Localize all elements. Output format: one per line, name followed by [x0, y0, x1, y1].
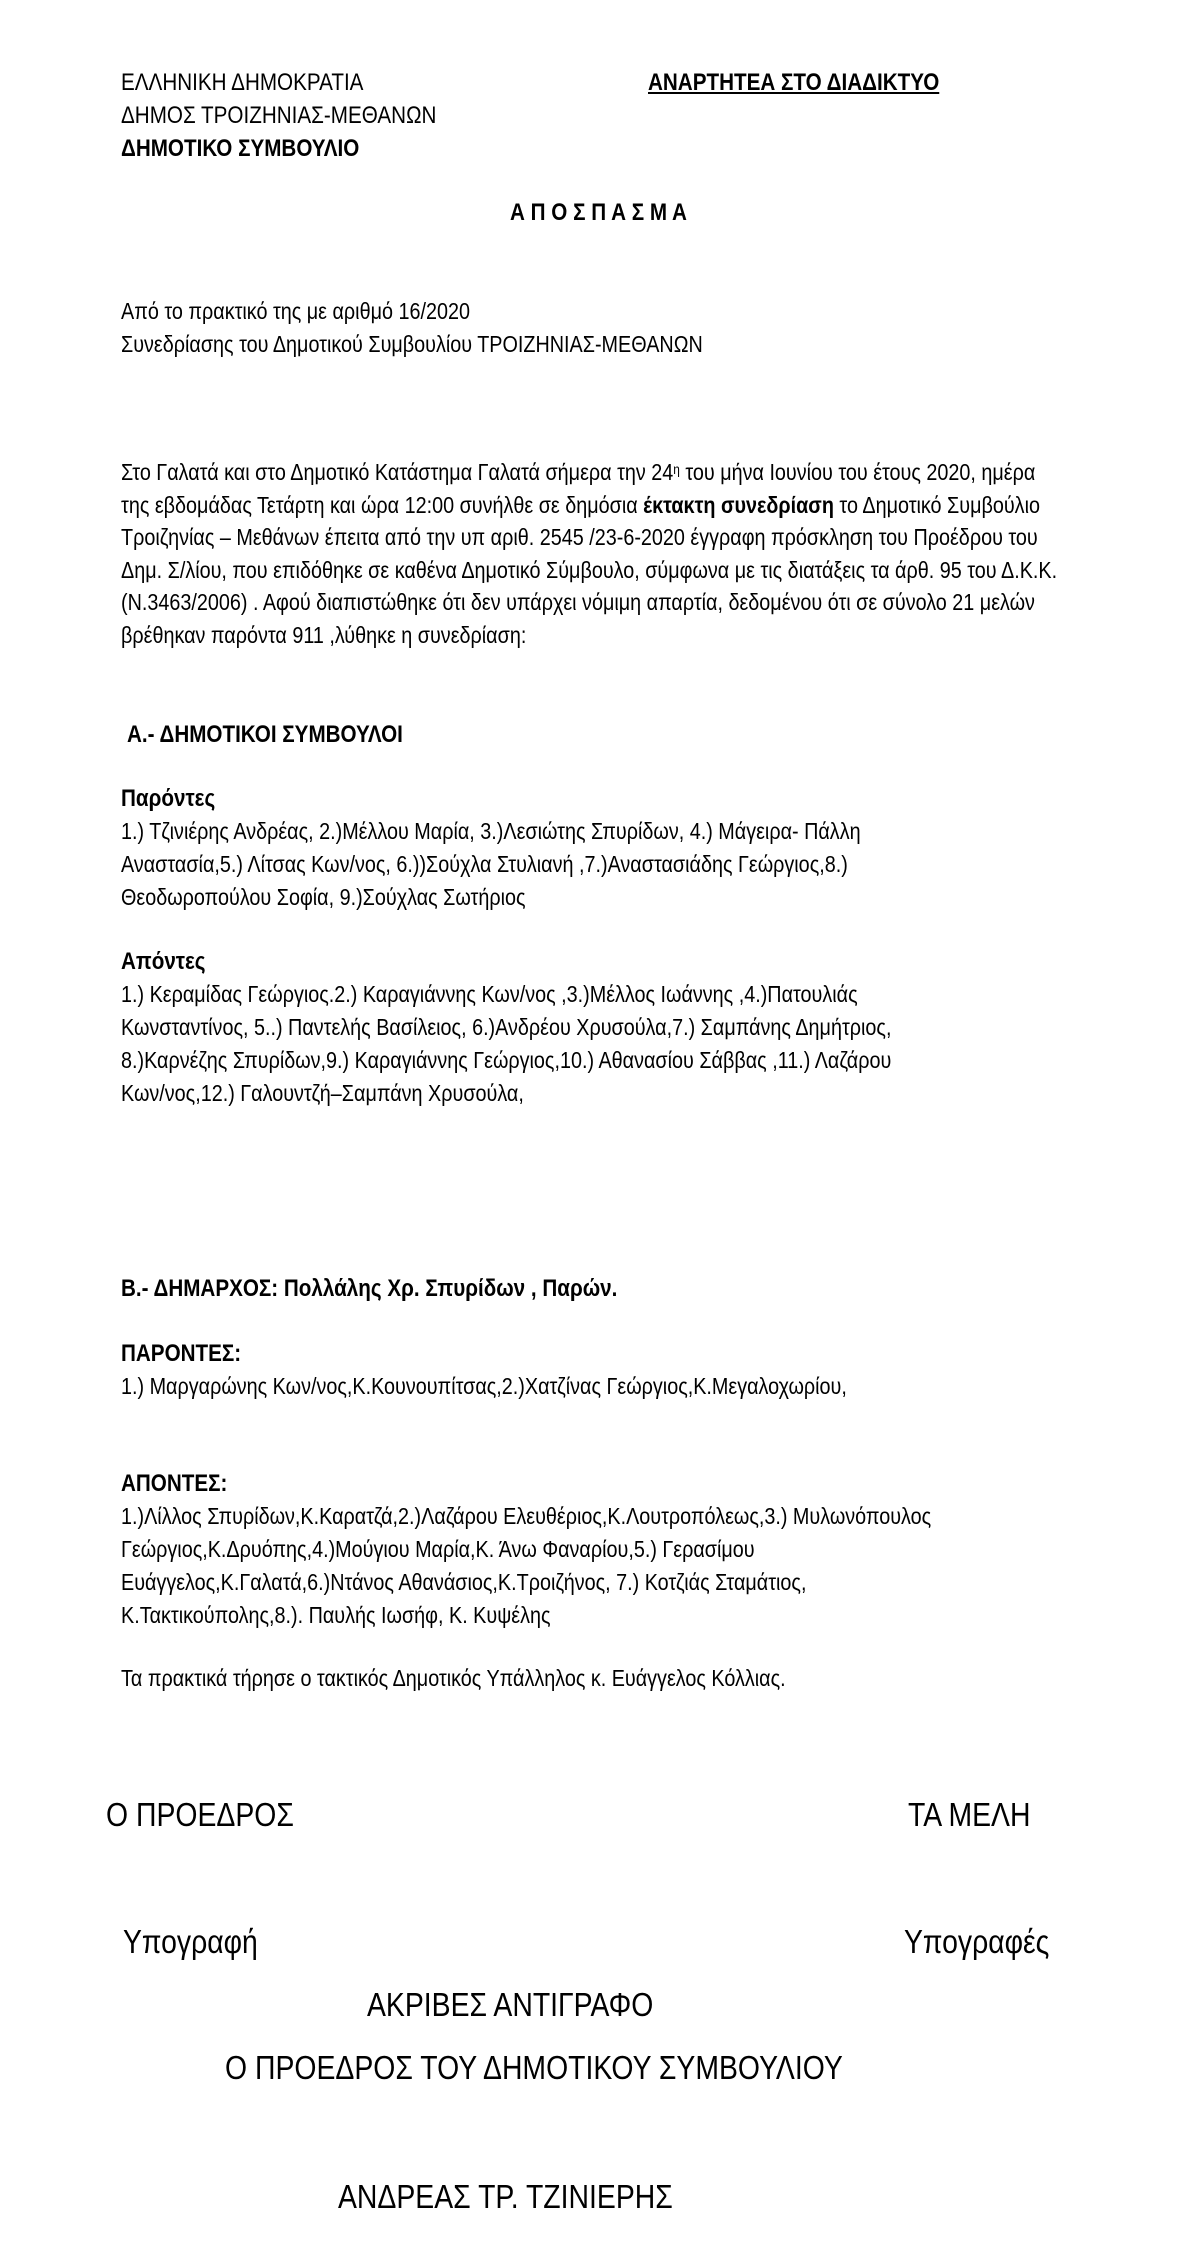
section-b-absent-line: Ευάγγελος,Κ.Γαλατά,6.)Ντάνος Αθανάσιος,Κ.Τροιζήνος, 7.) Κοτζιάς Σταμάτιος, [121, 1569, 807, 1595]
members-signatures: Υπογραφές [904, 1923, 1050, 1960]
publish-notice: ΑΝΑΡΤΗΤΕΑ ΣΤΟ ΔΙΑΔΙΚΤΥΟ [648, 69, 940, 96]
intro-part1: Στο Γαλατά και στο Δημοτικό Κατάστημα Γαλατά σήμερα την 24 [121, 459, 674, 485]
section-b-present-label: ΠΑΡΟΝΤΕΣ: [121, 1340, 242, 1367]
council-president-title: Ο ΠΡΟΕΔΡΟΣ ΤΟΥ ΔΗΜΟΤΙΚΟΥ ΣΥΜΒΟΥΛΙΟΥ [225, 2049, 843, 2086]
president-label: Ο ΠΡΟΕΔΡΟΣ [106, 1796, 294, 1833]
header-country: ΕΛΛΗΝΙΚΗ ΔΗΜΟΚΡΑΤΙΑ [121, 69, 364, 96]
header-municipality: ΔΗΜΟΣ ΤΡΟΙΖΗΝΙΑΣ-ΜΕΘΑΝΩΝ [121, 102, 437, 129]
intro-bold-session-type: έκτακτη συνεδρίαση [643, 491, 834, 518]
section-a-absent-label: Απόντες [121, 948, 206, 975]
section-a-present-line: Αναστασία,5.) Λίτσας Κων/νος, 6.))Σούχλα Στυλιανή ,7.)Αναστασιάδης Γεώργιος,8.) [121, 851, 848, 877]
section-a-present-label: Παρόντες [121, 785, 216, 812]
header-council: ΔΗΜΟΤΙΚΟ ΣΥΜΒΟΥΛΙΟ [121, 135, 360, 162]
members-label: ΤΑ ΜΕΛΗ [908, 1796, 1031, 1833]
certified-copy: ΑΚΡΙΒΕΣ ΑΝΤΙΓΡΑΦΟ [367, 1986, 654, 2023]
section-a-absent-line: 1.) Κεραμίδας Γεώργιος.2.) Καραγιάννης Κων/νος ,3.)Μέλλος Ιωάννης ,4.)Πατουλιάς [121, 981, 858, 1007]
minutes-session: Συνεδρίασης του Δημοτικού Συμβουλίου ΤΡΟΙΖΗΝΙΑΣ-ΜΕΘΑΝΩΝ [121, 331, 703, 357]
minutes-number: Από το πρακτικό της με αριθμό 16/2020 [121, 298, 470, 324]
section-a-absent-line: 8.)Καρνέζης Σπυρίδων,9.) Καραγιάννης Γεώργιος,10.) Αθανασίου Σάββας ,11.) Λαζάρου [121, 1047, 892, 1073]
section-a-heading: Α.- ΔΗΜΟΤΙΚΟΙ ΣΥΜΒΟΥΛΟΙ [127, 721, 403, 748]
section-b-absent-line: Κ.Τακτικούπολης,8.). Παυλής Ιωσήφ, Κ. Κυψέλης [121, 1602, 551, 1628]
intro-paragraph [121, 456, 1067, 651]
intro-part2: του μήνα Ιουνίου του έτους 2020, ημέρα της εβδομάδας Τετάρτη και ώρα 12:00 συνήλθε σε δημόσια [121, 459, 1036, 518]
section-b-absent-label: ΑΠΟΝΤΕΣ: [121, 1470, 228, 1497]
intro-part3: το Δημοτικό Συμβούλιο Τροιζηνίας – Μεθάνων έπειτα από την υπ αριθ. 2545 /23-6-2020 έγγραφη πρόσκληση του Προέδρου του Δημ. Σ/λίου, που επιδόθηκε σε καθένα Δημοτικό Σύμβουλο, σύμφωνα με τις διατάξεις τα άρθ. 95 του Δ.Κ.Κ. (Ν.3463/2006) . Αφού διαπιστώθηκε ότι δεν υπάρχει νόμιμη απαρτία, δεδομένου ότι σε σύνολο 21 μελών βρέθηκαν παρόντα 911 ,λύθηκε η συνεδρίαση: [121, 491, 1058, 648]
section-a-absent-line: Κωνσταντίνος, 5..) Παντελής Βασίλειος, 6.)Ανδρέου Χρυσούλα,7.) Σαμπάνης Δημήτριος, [121, 1014, 892, 1040]
president-signature: Υπογραφή [123, 1923, 258, 1960]
signer-name: ΑΝΔΡΕΑΣ ΤΡ. ΤΖΙΝΙΕΡΗΣ [338, 2178, 673, 2215]
section-b-absent-line: Γεώργιος,Κ.Δρυόπης,4.)Μούγιου Μαρία,Κ. Άνω Φαναρίου,5.) Γερασίμου [121, 1536, 755, 1562]
section-b-absent-line: 1.)Λίλλος Σπυρίδων,Κ.Καρατζά,2.)Λαζάρου Ελευθέριος,Κ.Λουτροπόλεως,3.) Μυλωνόπουλος [121, 1503, 932, 1529]
document-title: Α Π Ο Σ Π Α Σ Μ Α [510, 199, 687, 226]
ordinal-suffix: η [673, 462, 680, 477]
section-b-mayor: Β.- ΔΗΜΑΡΧΟΣ: Πολλάλης Χρ. Σπυρίδων , Παρών. [121, 1275, 618, 1302]
section-a-absent-line: Κων/νος,12.) Γαλουντζή–Σαμπάνη Χρυσούλα, [121, 1080, 524, 1106]
section-a-present-line: Θεοδωροπούλου Σοφία, 9.)Σούχλας Σωτήριος [121, 884, 526, 910]
section-b-present-line: 1.) Μαργαρώνης Κων/νος,Κ.Κουνουπίτσας,2.)Χατζίνας Γεώργιος,Κ.Μεγαλοχωρίου, [121, 1373, 847, 1399]
secretary-note: Τα πρακτικά τήρησε ο τακτικός Δημοτικός Υπάλληλος κ. Ευάγγελος Κόλλιας. [121, 1665, 786, 1691]
section-a-present-line: 1.) Τζινιέρης Ανδρέας, 2.)Μέλλου Μαρία, 3.)Λεσιώτης Σπυρίδων, 4.) Μάγειρα- Πάλλη [121, 818, 861, 844]
